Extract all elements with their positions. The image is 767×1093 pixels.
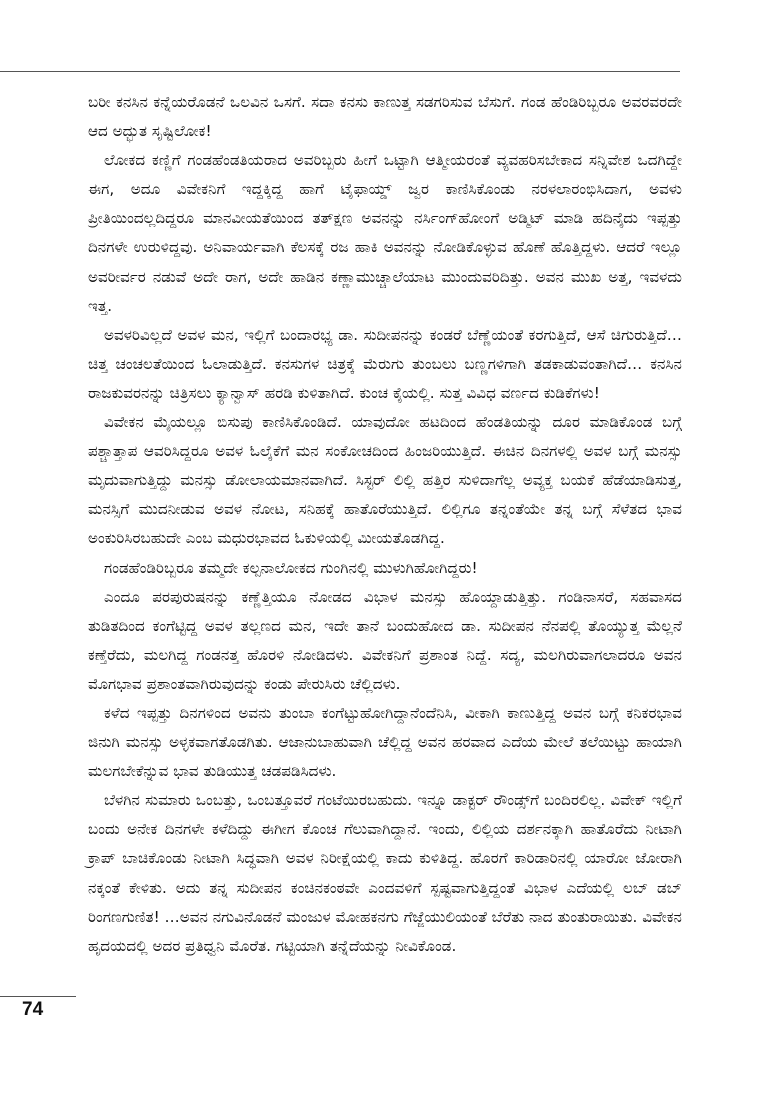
footer-rule	[0, 996, 76, 997]
paragraph: ಬೆಳಗಿನ ಸುಮಾರು ಒಂಬತ್ತು, ಒಂಬತ್ತೂವರೆ ಗಂಟೆಯಿರಬಹುದು. ಇನ್ನೂ ಡಾಕ್ಟರ್ ರೌಂಡ್ಸ್‌ಗೆ ಬಂದಿರಲಿಲ್ಲ. ವಿವೇಕ್ ಇಲ್ಲಿಗೆ ಬಂದು ಅನೇಕ ದಿನಗಳೇ ಕಳೆದಿದ್ದು ಈಗೀಗ ಕೊಂಚ ಗೆಲುವಾಗಿದ್ದಾನೆ. ಇಂದು, ಲಿಲ್ಲಿಯ ದರ್ಶನಕ್ಕಾಗಿ ಹಾತೊರೆದು ನೀಟಾಗಿ ಕ್ರಾಪ್ ಬಾಚಿಕೊಂಡು ನೀಟಾಗಿ ಸಿದ್ಧವಾಗಿ ಅವಳ ನಿರೀಕ್ಷೆಯಲ್ಲಿ ಕಾದು ಕುಳಿತಿದ್ದ. ಹೊರಗೆ ಕಾರಿಡಾರಿನಲ್ಲಿ ಯಾರೋ ಜೋರಾಗಿ ನಕ್ಕಂತೆ ಕೇಳಿತು. ಅದು ತನ್ನ ಸುದೀಪನ ಕಂಚಿನಕಂಠವೇ ಎಂದವಳಿಗೆ ಸ್ಪಷ್ಟವಾಗುತ್ತಿದ್ದಂತೆ ವಿಭಾಳ ಎದೆಯಲ್ಲಿ ಲಬ್ ಡಬ್ ರಿಂಗಣಗುಣಿತ! …ಅವನ ನಗುವಿನೊಡನೆ ಮಂಜುಳ ಮೋಹಕನಗು ಗೆಜ್ಜೆಯುಲಿಯಂತೆ ಬೆರೆತು ನಾದ ತುಂತುರಾಯಿತು. ವಿವೇಕನ ಹೃದಯದಲ್ಲಿ ಅದರ ಪ್ರತಿಧ್ವನಿ ಮೊರೆತ. ಗಟ್ಟಿಯಾಗಿ ತನ್ನೆದೆಯನ್ನು ನೀವಿಕೊಂಡ.	[88, 791, 682, 955]
body-text	[88, 88, 682, 961]
top-rule	[0, 71, 680, 72]
paragraph: ಗಂಡಹೆಂಡಿರಿಬ್ಬರೂ ತಮ್ಮದೇ ಕಲ್ಪನಾಲೋಕದ ಗುಂಗಿನಲ್ಲಿ ಮುಳುಗಿಹೋಗಿದ್ದರು!	[104, 558, 478, 577]
paragraph: ಲೋಕದ ಕಣ್ಣಿಗೆ ಗಂಡಹೆಂಡತಿಯರಾದ ಅವರಿಬ್ಬರು ಹೀಗೆ ಒಟ್ಟಾಗಿ ಆತ್ಮೀಯರಂತೆ ವ್ಯವಹರಿಸಬೇಕಾದ ಸನ್ನಿವೇಶ ಒದಗಿದ್ದೇ ಈಗ, ಅದೂ ವಿವೇಕನಿಗೆ ಇದ್ದಕ್ಕಿದ್ದ ಹಾಗೆ ಟೈಫಾಯ್ಡ್ ಜ್ವರ ಕಾಣಿಸಿಕೊಂಡು ನರಳಲಾರಂಭಿಸಿದಾಗ, ಅವಳು ಪ್ರೀತಿಯಿಂದಲ್ಲದಿದ್ದರೂ ಮಾನವೀಯತೆಯಿಂದ ತತ್‌ಕ್ಷಣ ಅವನನ್ನು ನರ್ಸಿಂಗ್‌ಹೋಂಗೆ ಅಡ್ಮಿಟ್ ಮಾಡಿ ಹದಿನೈದು ಇಪ್ಪತ್ತು ದಿನಗಳೇ ಉರುಳಿದ್ದವು. ಅನಿವಾರ್ಯವಾಗಿ ಕೆಲಸಕ್ಕೆ ರಜ ಹಾಕಿ ಅವನನ್ನು ನೋಡಿಕೊಳ್ಳುವ ಹೊಣೆ ಹೊತ್ತಿದ್ದಳು. ಆದರೆ ಇಲ್ಲೂ ಅವರೀರ್ವರ ನಡುವೆ ಅದೇ ರಾಗ, ಅದೇ ಹಾಡಿನ ಕಣ್ಣಾಮುಚ್ಚಾಲೆಯಾಟ ಮುಂದುವರಿದಿತ್ತು. ಅವನ ಮುಖ ಅತ್ತ, ಇವಳದು ಇತ್ತ.	[88, 151, 682, 315]
paragraph: ಎಂದೂ ಪರಪುರುಷನನ್ನು ಕಣ್ಣೆತ್ತಿಯೂ ನೋಡದ ವಿಭಾಳ ಮನಸ್ಸು ಹೊಯ್ದಾಡುತ್ತಿತ್ತು. ಗಂಡಿನಾಸರೆ, ಸಹವಾಸದ ತುಡಿತದಿಂದ ಕಂಗೆಟ್ಟಿದ್ದ ಅವಳ ತಲ್ಲಣದ ಮನ, ಇದೇ ತಾನೆ ಬಂದುಹೋದ ಡಾ. ಸುದೀಪನ ನೆನಪಲ್ಲಿ ತೊಯ್ಯುತ್ತ ಮೆಲ್ಲನೆ ಕಣ್ತೆರೆದು, ಮಲಗಿದ್ದ ಗಂಡನತ್ತ ಹೊರಳಿ ನೋಡಿದಳು. ವಿವೇಕನಿಗೆ ಪ್ರಶಾಂತ ನಿದ್ದೆ. ಸದ್ಯ, ಮಲಗಿರುವಾಗಲಾದರೂ ಅವನ ಮೊಗಭಾವ ಪ್ರಶಾಂತವಾಗಿರುವುದನ್ನು ಕಂಡು ಪೇರುಸಿರು ಚೆಲ್ಲಿದಳು.	[88, 587, 682, 693]
paragraph: ಬರೀ ಕನಸಿನ ಕನ್ನೆಯರೊಡನೆ ಒಲವಿನ ಒಸಗೆ. ಸದಾ ಕನಸು ಕಾಣುತ್ತ ಸಡಗರಿಸುವ ಬೆಸುಗೆ. ಗಂಡ ಹೆಂಡಿರಿಬ್ಬರೂ ಅವರವರದೇ ಆದ ಅದ್ಭುತ ಸೃಷ್ಟಿಲೋಕ!	[88, 93, 682, 141]
page-number: 74	[22, 999, 44, 1020]
paragraph: ಅವಳರಿವಿಲ್ಲದೆ ಅವಳ ಮನ, ಇಲ್ಲಿಗೆ ಬಂದಾರಭ್ಯ ಡಾ. ಸುದೀಪನನ್ನು ಕಂಡರೆ ಬೆಣ್ಣೆಯಂತೆ ಕರಗುತ್ತಿದೆ, ಆಸೆ ಚಿಗುರುತ್ತಿದೆ… ಚಿತ್ತ ಚಂಚಲತೆಯಿಂದ ಓಲಾಡುತ್ತಿದೆ. ಕನಸುಗಳ ಚಿತ್ರಕ್ಕೆ ಮೆರುಗು ತುಂಬಲು ಬಣ್ಣಗಳಿಗಾಗಿ ತಡಕಾಡುವಂತಾಗಿದೆ… ಕನಸಿನ ರಾಜಕುವರನನ್ನು ಚಿತ್ರಿಸಲು ಕ್ಯಾನ್ವಾಸ್ ಹರಡಿ ಕುಳಿತಾಗಿದೆ. ಕುಂಚ ಕೈಯಲ್ಲಿ. ಸುತ್ತ ವಿವಿಧ ವರ್ಣದ ಕುಡಿಕೆಗಳು!	[88, 325, 682, 402]
paragraph: ವಿವೇಕನ ಮೈಯಲ್ಲೂ ಬಿಸುಪು ಕಾಣಿಸಿಕೊಂಡಿದೆ. ಯಾವುದೋ ಹಟದಿಂದ ಹೆಂಡತಿಯನ್ನು ದೂರ ಮಾಡಿಕೊಂಡ ಬಗ್ಗೆ ಪಶ್ಚಾತ್ತಾಪ ಆವರಿಸಿದ್ದರೂ ಅವಳ ಓಲೈಕೆಗೆ ಮನ ಸಂಕೋಚದಿಂದ ಹಿಂಜರಿಯುತ್ತಿದೆ. ಈಚಿನ ದಿನಗಳಲ್ಲಿ ಅವಳ ಬಗ್ಗೆ ಮನಸ್ಸು ಮೃದುವಾಗುತ್ತಿದ್ದು ಮನಸ್ಸು ಡೋಲಾಯಮಾನವಾಗಿದೆ. ಸಿಸ್ಟರ್ ಲಿಲ್ಲಿ ಹತ್ತಿರ ಸುಳಿದಾಗೆಲ್ಲ ಅವ್ಯಕ್ತ ಬಯಕೆ ಹೆಡೆಯಾಡಿಸುತ್ತ, ಮನಸ್ಸಿಗೆ ಮುದನೀಡುವ ಅವಳ ನೋಟ, ಸನಿಹಕ್ಕೆ ಹಾತೊರೆಯುತ್ತಿದೆ. ಲಿಲ್ಲಿಗೂ ತನ್ನಂತೆಯೇ ತನ್ನ ಬಗ್ಗೆ ಸೆಳೆತದ ಭಾವ ಅಂಕುರಿಸಿರಬಹುದೇ ಎಂಬ ಮಧುರಭಾವದ ಓಕುಳಿಯಲ್ಲಿ ಮೀಯತೊಡಗಿದ್ದ.	[88, 413, 682, 548]
paragraph: ಕಳೆದ ಇಪ್ಪತ್ತು ದಿನಗಳಿಂದ ಅವನು ತುಂಬಾ ಕಂಗೆಟ್ಟುಹೋಗಿದ್ದಾನೆಂದೆನಿಸಿ, ವೀಕಾಗಿ ಕಾಣುತ್ತಿದ್ದ ಅವನ ಬಗ್ಗೆ ಕನಿಕರಭಾವ ಜಿನುಗಿ ಮನಸ್ಸು ಅಳ್ಳಕವಾಗತೊಡಗಿತು. ಆಜಾನುಬಾಹುವಾಗಿ ಚೆಲ್ಲಿದ್ದ ಅವನ ಹರವಾದ ಎದೆಯ ಮೇಲೆ ತಲೆಯಿಟ್ಟು ಹಾಯಾಗಿ ಮಲಗಬೇಕೆನ್ನುವ ಭಾವ ತುಡಿಯುತ್ತ ಚಡಪಡಿಸಿದಳು.	[88, 703, 682, 781]
